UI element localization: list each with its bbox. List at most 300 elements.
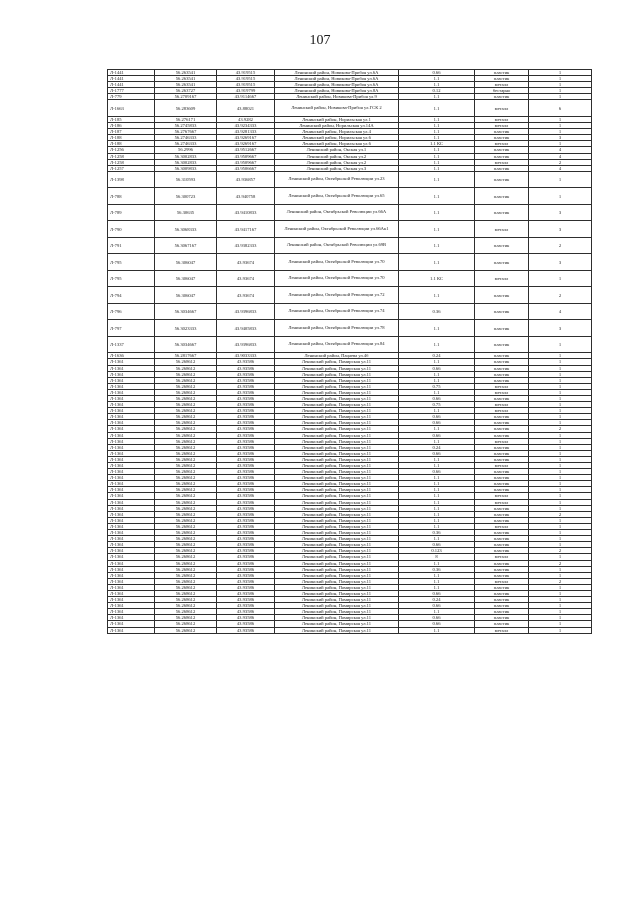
longitude-cell: 43.93674 [217, 287, 275, 304]
longitude-cell: 43.9282 [217, 116, 275, 122]
site-id-cell: Л-1361 [108, 566, 155, 572]
longitude-cell: 43.93586 [217, 395, 275, 401]
count-cell: 1 [529, 475, 592, 481]
volume-cell: 0.66 [399, 603, 475, 609]
volume-cell: 1.1 [399, 475, 475, 481]
material-cell: металл [475, 402, 529, 408]
site-id-cell: Л-1361 [108, 597, 155, 603]
address-cell: Ленинский район, Памирская ул.11 [275, 554, 399, 560]
table-row [108, 287, 592, 304]
site-id-cell: Л-187 [108, 129, 155, 135]
count-cell: 4 [529, 303, 592, 320]
longitude-cell: 43.9410833 [217, 204, 275, 221]
latitude-cell: 56.3068333 [155, 221, 217, 238]
longitude-cell: 43.93586 [217, 493, 275, 499]
latitude-cell: 56.276171 [155, 116, 217, 122]
volume-cell: 1.1 [399, 505, 475, 511]
site-id-cell: Л-1361 [108, 499, 155, 505]
material-cell: пластик [475, 70, 529, 76]
count-cell: 3 [529, 204, 592, 221]
material-cell: пластик [475, 432, 529, 438]
material-cell: пластик [475, 566, 529, 572]
count-cell: 1 [529, 505, 592, 511]
material-cell: металл [475, 82, 529, 88]
site-id-cell: Л-1361 [108, 395, 155, 401]
count-cell: 1 [529, 584, 592, 590]
volume-cell: 0.66 [399, 542, 475, 548]
material-cell: металл [475, 221, 529, 238]
address-cell: Ленинский район, Октябрьской Революции ул.23 [275, 171, 399, 188]
longitude-cell: 43.9234333 [217, 123, 275, 129]
count-cell: 1 [529, 438, 592, 444]
latitude-cell: 56.268612 [155, 566, 217, 572]
count-cell: 1 [529, 383, 592, 389]
count-cell: 1 [529, 141, 592, 147]
site-id-cell: Л-1361 [108, 402, 155, 408]
count-cell: 1 [529, 554, 592, 560]
material-cell: пластик [475, 94, 529, 100]
longitude-cell: 43.93586 [217, 548, 275, 554]
longitude-cell: 43.93586 [217, 420, 275, 426]
latitude-cell: 56.268612 [155, 548, 217, 554]
longitude-cell: 43.93586 [217, 402, 275, 408]
material-cell: пластик [475, 469, 529, 475]
volume-cell: 1.1 [399, 82, 475, 88]
count-cell: 4 [529, 147, 592, 153]
count-cell: 2 [529, 560, 592, 566]
latitude-cell: 56.268612 [155, 615, 217, 621]
material-cell: пластик [475, 303, 529, 320]
material-cell: пластик [475, 135, 529, 141]
address-cell: Ленинский район, Памирская ул.11 [275, 615, 399, 621]
volume-cell: 1.1 [399, 100, 475, 117]
site-id-cell: Л-1361 [108, 408, 155, 414]
count-cell: 1 [529, 270, 592, 287]
longitude-cell: 43.93586 [217, 609, 275, 615]
volume-cell: 1.1 [399, 371, 475, 377]
latitude-cell: 56.268612 [155, 517, 217, 523]
address-cell: Ленинский район, Памирская ул.11 [275, 542, 399, 548]
site-id-cell: Л-1361 [108, 432, 155, 438]
address-cell: Ленинский район, Памирская ул.11 [275, 426, 399, 432]
count-cell: 1 [529, 82, 592, 88]
volume-cell: 1.1 [399, 153, 475, 159]
count-cell: 4 [529, 165, 592, 171]
count-cell: 1 [529, 542, 592, 548]
count-cell: 1 [529, 371, 592, 377]
longitude-cell: 43.93586 [217, 572, 275, 578]
material-cell: пластик [475, 511, 529, 517]
material-cell: пластик [475, 603, 529, 609]
latitude-cell: 56.268612 [155, 463, 217, 469]
count-cell: 1 [529, 603, 592, 609]
longitude-cell: 43.93586 [217, 481, 275, 487]
longitude-cell: 43.93586 [217, 517, 275, 523]
longitude-cell: 43.9512667 [217, 147, 275, 153]
latitude-cell: 56.300723 [155, 188, 217, 205]
site-id-cell: Л-1361 [108, 560, 155, 566]
material-cell: металл [475, 499, 529, 505]
count-cell: 1 [529, 76, 592, 82]
count-cell: 1 [529, 70, 592, 76]
material-cell: пластик [475, 147, 529, 153]
latitude-cell: 56.268612 [155, 590, 217, 596]
site-id-cell: Л-1361 [108, 377, 155, 383]
material-cell: пластик [475, 450, 529, 456]
count-cell: 1 [529, 615, 592, 621]
latitude-cell: 56.268612 [155, 414, 217, 420]
latitude-cell: 56.268612 [155, 536, 217, 542]
material-cell: пластик [475, 188, 529, 205]
address-cell: Ленинский район, Памирская ул.11 [275, 584, 399, 590]
longitude-cell: 43.9382333 [217, 237, 275, 254]
count-cell: 1 [529, 116, 592, 122]
longitude-cell: 43.93586 [217, 505, 275, 511]
material-cell: металл [475, 383, 529, 389]
address-cell: Ленинский район, Окская ул.1 [275, 147, 399, 153]
table-row [108, 237, 592, 254]
address-cell: Ленинский район, Октябрьской Революции ул.70 [275, 270, 399, 287]
material-cell: пластик [475, 287, 529, 304]
material-cell: металл [475, 270, 529, 287]
address-cell: Ленинский район, Памирская ул.11 [275, 408, 399, 414]
volume-cell: 1.1 КС [399, 270, 475, 287]
count-cell: 1 [529, 597, 592, 603]
count-cell: 1 [529, 336, 592, 353]
material-cell: пластик [475, 171, 529, 188]
table-row [108, 336, 592, 353]
volume-cell: 1.1 [399, 204, 475, 221]
material-cell: пластик [475, 542, 529, 548]
site-id-cell: Л-1361 [108, 572, 155, 578]
longitude-cell: 43.93586 [217, 475, 275, 481]
address-cell: Ленинский район, Новикова-Прибоя ул.9 [275, 94, 399, 100]
site-id-cell: Л-1361 [108, 389, 155, 395]
count-cell: 1 [529, 536, 592, 542]
latitude-cell: 56.268612 [155, 505, 217, 511]
longitude-cell: 43.936857 [217, 171, 275, 188]
count-cell: 1 [529, 188, 592, 205]
count-cell: 1 [529, 365, 592, 371]
volume-cell: 0.36 [399, 530, 475, 536]
site-id-cell: Л-1256 [108, 147, 155, 153]
site-id-cell: Л-1361 [108, 414, 155, 420]
latitude-cell: 56.306047 [155, 287, 217, 304]
site-id-cell: Л-797 [108, 320, 155, 337]
longitude-cell: 43.9269167 [217, 135, 275, 141]
count-cell: 1 [529, 444, 592, 450]
latitude-cell: 56.30635 [155, 204, 217, 221]
volume-cell: 0.66 [399, 615, 475, 621]
count-cell: 1 [529, 395, 592, 401]
material-cell: пластик [475, 371, 529, 377]
longitude-cell: 43.93586 [217, 450, 275, 456]
address-cell: Ленинский район, Новикова-Прибоя ул.ГСК 2 [275, 100, 399, 117]
material-cell: пластик [475, 254, 529, 271]
volume-cell: 0.66 [399, 621, 475, 627]
count-cell: 1 [529, 359, 592, 365]
material-cell: пластик [475, 584, 529, 590]
material-cell: пластик [475, 365, 529, 371]
site-id-cell: Л-1361 [108, 487, 155, 493]
count-cell: 1 [529, 123, 592, 129]
site-id-cell: Л-1361 [108, 584, 155, 590]
longitude-cell: 43.93586 [217, 560, 275, 566]
site-id-cell: Л-779 [108, 94, 155, 100]
volume-cell: 0.75 [399, 383, 475, 389]
count-cell: 1 [529, 572, 592, 578]
longitude-cell: 43.93586 [217, 444, 275, 450]
address-cell: Ленинский район, Памирская ул.11 [275, 578, 399, 584]
volume-cell: 1.1 [399, 377, 475, 383]
volume-cell: 1.1 [399, 523, 475, 529]
site-id-cell: Л-1361 [108, 359, 155, 365]
count-cell: 1 [529, 493, 592, 499]
volume-cell: 0.66 [399, 414, 475, 420]
latitude-cell: 56.268612 [155, 456, 217, 462]
latitude-cell: 56.3023333 [155, 320, 217, 337]
site-id-cell: Л-1361 [108, 438, 155, 444]
material-cell: металл [475, 123, 529, 129]
volume-cell: 1.1 [399, 188, 475, 205]
address-cell: Ленинский район, Памирская ул.11 [275, 420, 399, 426]
latitude-cell: 56.268612 [155, 530, 217, 536]
latitude-cell: 56.3034667 [155, 303, 217, 320]
latitude-cell: 56.263727 [155, 88, 217, 94]
address-cell: Ленинский район, Памирская ул.11 [275, 487, 399, 493]
volume-cell: 1.1 [399, 171, 475, 188]
address-cell: Ленинский район, Памирская ул.11 [275, 432, 399, 438]
address-cell: Ленинский район, Памирская ул.11 [275, 389, 399, 395]
site-id-cell: Л-186 [108, 123, 155, 129]
latitude-cell: 56.3067167 [155, 237, 217, 254]
longitude-cell: 43.93586 [217, 426, 275, 432]
table-row [108, 320, 592, 337]
table-row [108, 221, 592, 238]
count-cell: 3 [529, 221, 592, 238]
latitude-cell: 56.268612 [155, 371, 217, 377]
site-id-cell: Л-1361 [108, 475, 155, 481]
longitude-cell: 43.9281333 [217, 129, 275, 135]
material-cell: пластик [475, 590, 529, 596]
volume-cell: 1.1 [399, 135, 475, 141]
longitude-cell: 43.9417167 [217, 221, 275, 238]
count-cell: 1 [529, 469, 592, 475]
address-cell: Ленинский район, Памирская ул.11 [275, 517, 399, 523]
latitude-cell: 56.268612 [155, 359, 217, 365]
site-id-cell: Л-1361 [108, 517, 155, 523]
volume-cell: 0.66 [399, 432, 475, 438]
latitude-cell: 56.263541 [155, 82, 217, 88]
latitude-cell: 56.2767667 [155, 129, 217, 135]
site-id-cell: Л-1361 [108, 420, 155, 426]
address-cell: Ленинский район, Новикова-Прибоя ул.6А [275, 76, 399, 82]
site-id-cell: Л-1361 [108, 450, 155, 456]
longitude-cell: 43.93586 [217, 536, 275, 542]
latitude-cell: 56.3002833 [155, 159, 217, 165]
address-cell: Ленинский район, Памирская ул.11 [275, 475, 399, 481]
count-cell: 1 [529, 129, 592, 135]
volume-cell: 0.66 [399, 590, 475, 596]
material-cell: пластик [475, 456, 529, 462]
material-cell: пластик [475, 481, 529, 487]
material-cell: металл [475, 141, 529, 147]
volume-cell: 1.1 [399, 221, 475, 238]
site-id-cell: Л-794 [108, 287, 155, 304]
count-cell: 1 [529, 353, 592, 359]
longitude-cell: 43.93586 [217, 487, 275, 493]
volume-cell: 0.24 [399, 597, 475, 603]
volume-cell: 0.66 [399, 395, 475, 401]
latitude-cell: 56.306047 [155, 270, 217, 287]
count-cell: 1 [529, 499, 592, 505]
longitude-cell: 43.9509667 [217, 159, 275, 165]
latitude-cell: 56.2709167 [155, 94, 217, 100]
table-row [108, 188, 592, 205]
address-cell: Ленинский район, Октябрьской Революции ул.70 [275, 254, 399, 271]
longitude-cell: 43.93586 [217, 432, 275, 438]
count-cell: 1 [529, 88, 592, 94]
material-cell: металл [475, 159, 529, 165]
latitude-cell: 56.268612 [155, 481, 217, 487]
volume-cell: 1.1 [399, 94, 475, 100]
site-id-cell: Л-1361 [108, 530, 155, 536]
volume-cell: 0.66 [399, 70, 475, 76]
volume-cell: 1.1 [399, 116, 475, 122]
table-row [108, 100, 592, 117]
count-cell: 1 [529, 523, 592, 529]
latitude-cell: 56.2746333 [155, 141, 217, 147]
address-cell: Ленинский район, Памирская ул.11 [275, 572, 399, 578]
latitude-cell: 56.268612 [155, 426, 217, 432]
address-cell: Ленинский район, Памирская ул.11 [275, 438, 399, 444]
longitude-cell: 43.93674 [217, 270, 275, 287]
address-cell: Ленинский район, Памирская ул.11 [275, 450, 399, 456]
volume-cell: 1.1 [399, 572, 475, 578]
latitude-cell: 56.268612 [155, 493, 217, 499]
volume-cell: 1.1 [399, 499, 475, 505]
site-id-cell: Л-1361 [108, 505, 155, 511]
table-row [108, 270, 592, 287]
volume-cell: 1.1 [399, 389, 475, 395]
volume-cell: 0.123 [399, 548, 475, 554]
material-cell: металл [475, 438, 529, 444]
address-cell: Ленинский район, Памирская ул.11 [275, 444, 399, 450]
site-id-cell: Л-1636 [108, 353, 155, 359]
site-id-cell: Л-1361 [108, 603, 155, 609]
volume-cell: 1.1 [399, 511, 475, 517]
volume-cell: 1.1 [399, 320, 475, 337]
material-cell: пластик [475, 517, 529, 523]
longitude-cell: 43.93586 [217, 627, 275, 633]
longitude-cell: 43.93586 [217, 456, 275, 462]
site-id-cell: Л-1361 [108, 615, 155, 621]
address-cell: Ленинский район, Окская ул.3 [275, 165, 399, 171]
address-cell: Ленинский район, Новикова-Прибоя ул.8А [275, 88, 399, 94]
site-id-cell: Л-1257 [108, 165, 155, 171]
count-cell: 1 [529, 487, 592, 493]
address-cell: Ленинский район, Памирская ул.11 [275, 463, 399, 469]
address-cell: Ленинский район, Памирская ул.11 [275, 414, 399, 420]
site-id-cell: Л-1361 [108, 523, 155, 529]
site-id-cell: Л-1361 [108, 463, 155, 469]
longitude-cell: 43.919515 [217, 70, 275, 76]
longitude-cell: 43.93586 [217, 365, 275, 371]
site-id-cell: Л-1361 [108, 578, 155, 584]
latitude-cell: 56.306047 [155, 254, 217, 271]
address-cell: Ленинский район, Новикова-Прибоя ул.6А [275, 82, 399, 88]
latitude-cell: 56.268612 [155, 603, 217, 609]
material-cell: металл [475, 578, 529, 584]
address-cell: Ленинский район, Памирская ул.11 [275, 383, 399, 389]
latitude-cell: 56.268612 [155, 365, 217, 371]
table-row [108, 627, 592, 633]
longitude-cell: 43.9506667 [217, 165, 275, 171]
address-cell: Ленинский район, Октябрьской Революции ул.78 [275, 320, 399, 337]
site-id-cell: Л-1361 [108, 548, 155, 554]
longitude-cell: 43.9405833 [217, 320, 275, 337]
address-cell: Ленинский район, Памирская ул.11 [275, 456, 399, 462]
longitude-cell: 43.93674 [217, 254, 275, 271]
site-id-cell: Л-1777 [108, 88, 155, 94]
volume-cell: 0.36 [399, 566, 475, 572]
site-id-cell: Л-1361 [108, 554, 155, 560]
count-cell: 1 [529, 481, 592, 487]
longitude-cell: 43.919515 [217, 76, 275, 82]
latitude-cell: 56.263541 [155, 76, 217, 82]
longitude-cell: 43.93586 [217, 371, 275, 377]
longitude-cell: 43.88021 [217, 100, 275, 117]
count-cell: 1 [529, 566, 592, 572]
address-cell: Ленинский район, Памирская ул.11 [275, 365, 399, 371]
count-cell: 3 [529, 135, 592, 141]
latitude-cell: 56.268612 [155, 432, 217, 438]
count-cell: 1 [529, 94, 592, 100]
longitude-cell: 43.93586 [217, 615, 275, 621]
material-cell: металл [475, 100, 529, 117]
latitude-cell: 56.268612 [155, 389, 217, 395]
count-cell: 1 [529, 408, 592, 414]
material-cell: пластик [475, 536, 529, 542]
volume-cell: 0.66 [399, 469, 475, 475]
volume-cell: 1.1 [399, 456, 475, 462]
latitude-cell: 56.283609 [155, 100, 217, 117]
longitude-cell: 43.93586 [217, 389, 275, 395]
site-id-cell: Л-1361 [108, 383, 155, 389]
site-id-cell: Л-1441 [108, 76, 155, 82]
volume-cell: 1.1 [399, 237, 475, 254]
count-cell: 1 [529, 402, 592, 408]
address-cell: Ленинский район, Пацаева ул.4б [275, 353, 399, 359]
volume-cell: 1.1 [399, 609, 475, 615]
address-cell: Ленинский район, Новикова-Прибоя ул.6А [275, 70, 399, 76]
longitude-cell: 43.9033333 [217, 353, 275, 359]
latitude-cell: 56.310593 [155, 171, 217, 188]
count-cell: 1 [529, 432, 592, 438]
address-cell: Ленинский район, Норильская ул.6 [275, 135, 399, 141]
count-cell: 2 [529, 159, 592, 165]
material-cell: металл [475, 463, 529, 469]
volume-cell: 0.36 [399, 303, 475, 320]
count-cell: 1 [529, 621, 592, 627]
count-cell: 4 [529, 153, 592, 159]
longitude-cell: 43.93586 [217, 408, 275, 414]
site-id-cell: Л-1361 [108, 542, 155, 548]
latitude-cell: 56.268612 [155, 420, 217, 426]
volume-cell: 0.24 [399, 444, 475, 450]
latitude-cell: 56.268612 [155, 383, 217, 389]
count-cell: 3 [529, 320, 592, 337]
